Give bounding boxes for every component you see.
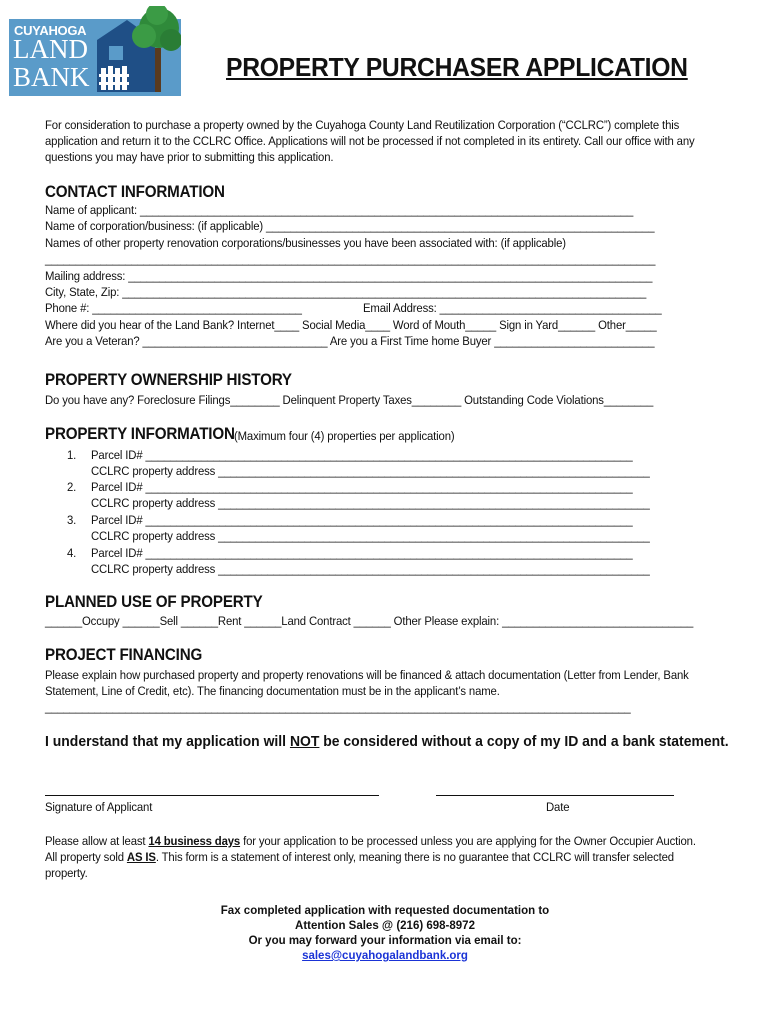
logo-land-text: LAND <box>13 34 88 64</box>
as-is-pre: All property sold <box>45 850 127 864</box>
property-info-heading-row <box>45 425 251 444</box>
logo-bank-text: BANK <box>13 62 90 92</box>
allow-pre: Please allow at least <box>45 834 149 848</box>
intro-line-1: For consideration to purchase a property owned by the Cuyahoga County Land Reutilization Corporation (“CCLRC”) complete this <box>45 118 680 132</box>
planned-use-field[interactable]: ______Occupy ______Sell ______Rent ______Land Contract ______ Other Please explain: _______________________________ <box>45 614 694 628</box>
financing-field[interactable]: _______________________________________________________________________________________________ <box>45 700 631 714</box>
corporation-field[interactable]: Name of corporation/business: (if applicable) _______________________________________________________________ <box>45 219 655 233</box>
ownership-history-field[interactable]: Do you have any? Foreclosure Filings________ Delinquent Property Taxes________ Outstanding Code Violations________ <box>45 393 654 407</box>
parcel-id-field-2[interactable]: Parcel ID# _______________________________________________________________________________ <box>91 480 633 494</box>
property-info-heading: PROPERTY INFORMATION <box>45 425 235 443</box>
city-state-zip-field[interactable]: City, State, Zip: _____________________________________________________________________________________ <box>45 285 647 299</box>
parcel-id-field-3[interactable]: Parcel ID# _______________________________________________________________________________ <box>91 513 633 527</box>
as-is-post: . This form is a statement of interest only, meaning there is no guarantee that CCLRC will transfer selected <box>155 850 674 864</box>
date-label: Date <box>546 800 570 814</box>
property-address-field-1[interactable]: CCLRC property address ______________________________________________________________________ <box>91 464 650 478</box>
item-number: 1. <box>67 448 77 462</box>
property-address-field-4[interactable]: CCLRC property address ______________________________________________________________________ <box>91 562 650 576</box>
signature-line[interactable] <box>45 795 379 796</box>
financing-text-2: Statement, Line of Credit, etc). The financing documentation must be in the applicant’s name. <box>45 684 500 698</box>
financing-text-1: Please explain how purchased property and property renovations will be financed & attach documentation (Letter from Lender, Bank <box>45 668 689 682</box>
footer <box>0 904 770 964</box>
property-address-field-2[interactable]: CCLRC property address ______________________________________________________________________ <box>91 496 650 510</box>
id-bank-notice <box>45 733 729 750</box>
date-line[interactable] <box>436 795 674 796</box>
house-window <box>109 46 123 60</box>
ownership-heading: PROPERTY OWNERSHIP HISTORY <box>45 371 292 389</box>
other-corporations-label: Names of other property renovation corporations/businesses you have been associated with: (if applicable) <box>45 236 566 250</box>
parcel-id-field-4[interactable]: Parcel ID# _______________________________________________________________________________ <box>91 546 633 560</box>
logo-top-text: CUYAHOGA <box>14 23 87 38</box>
page-title: PROPERTY PURCHASER APPLICATION <box>226 52 688 82</box>
as-is: AS IS <box>126 850 156 864</box>
parcel-id-field-1[interactable]: Parcel ID# _______________________________________________________________________________ <box>91 448 633 462</box>
processing-time-text <box>45 833 696 850</box>
veteran-field[interactable]: Are you a Veteran? ______________________________ Are you a First Time home Buyer __________________________ <box>45 334 655 348</box>
phone-field[interactable]: Phone #: __________________________________ <box>45 301 302 315</box>
planned-use-heading: PLANNED USE OF PROPERTY <box>45 593 263 611</box>
intro-line-2: application and return it to the CCLRC Office. Applications will not be processed if not completed in its entirety. Call our office with any <box>45 134 695 148</box>
contact-heading: CONTACT INFORMATION <box>45 183 225 201</box>
notice-text-post: be considered without a copy of my ID and a bank statement. <box>319 733 729 750</box>
tree-trunk <box>155 48 161 92</box>
financing-heading: PROJECT FINANCING <box>45 646 203 664</box>
item-number: 2. <box>67 480 77 494</box>
property-info-subheading: (Maximum four (4) properties per application) <box>234 429 455 443</box>
notice-text-pre: I understand that my application will <box>45 733 290 750</box>
referral-source-field[interactable]: Where did you hear of the Land Bank? Internet____ Social Media____ Word of Mouth_____ Sign in Yard______ Other_____ <box>45 318 657 332</box>
property-address-field-3[interactable]: CCLRC property address ______________________________________________________________________ <box>91 529 650 543</box>
as-is-text <box>45 849 674 866</box>
item-number: 4. <box>67 546 77 560</box>
intro-line-3: questions you may have prior to submitting this application. <box>45 150 334 164</box>
footer-line-3: Or you may forward your information via email to: <box>248 935 522 947</box>
item-number: 3. <box>67 513 77 527</box>
email-field[interactable]: Email Address: ____________________________________ <box>363 301 662 315</box>
logo <box>9 6 181 96</box>
notice-not: NOT <box>289 733 320 750</box>
email-link[interactable]: sales@cuyahogalandbank.org <box>302 950 468 962</box>
as-is-text-3: property. <box>45 866 88 880</box>
business-days: 14 business days <box>148 834 241 848</box>
mailing-address-field[interactable]: Mailing address: _____________________________________________________________________________________ <box>45 269 653 283</box>
applicant-name-field[interactable]: Name of applicant: ________________________________________________________________________________ <box>45 203 634 217</box>
allow-post: for your application to be processed unless you are applying for the Owner Occupier Auction. <box>240 834 696 848</box>
signature-label: Signature of Applicant <box>45 800 153 814</box>
other-corporations-field[interactable]: ___________________________________________________________________________________________________ <box>45 252 656 266</box>
footer-line-2: Attention Sales @ (216) 698-8972 <box>295 920 475 932</box>
footer-line-1: Fax completed application with requested documentation to <box>220 905 550 917</box>
